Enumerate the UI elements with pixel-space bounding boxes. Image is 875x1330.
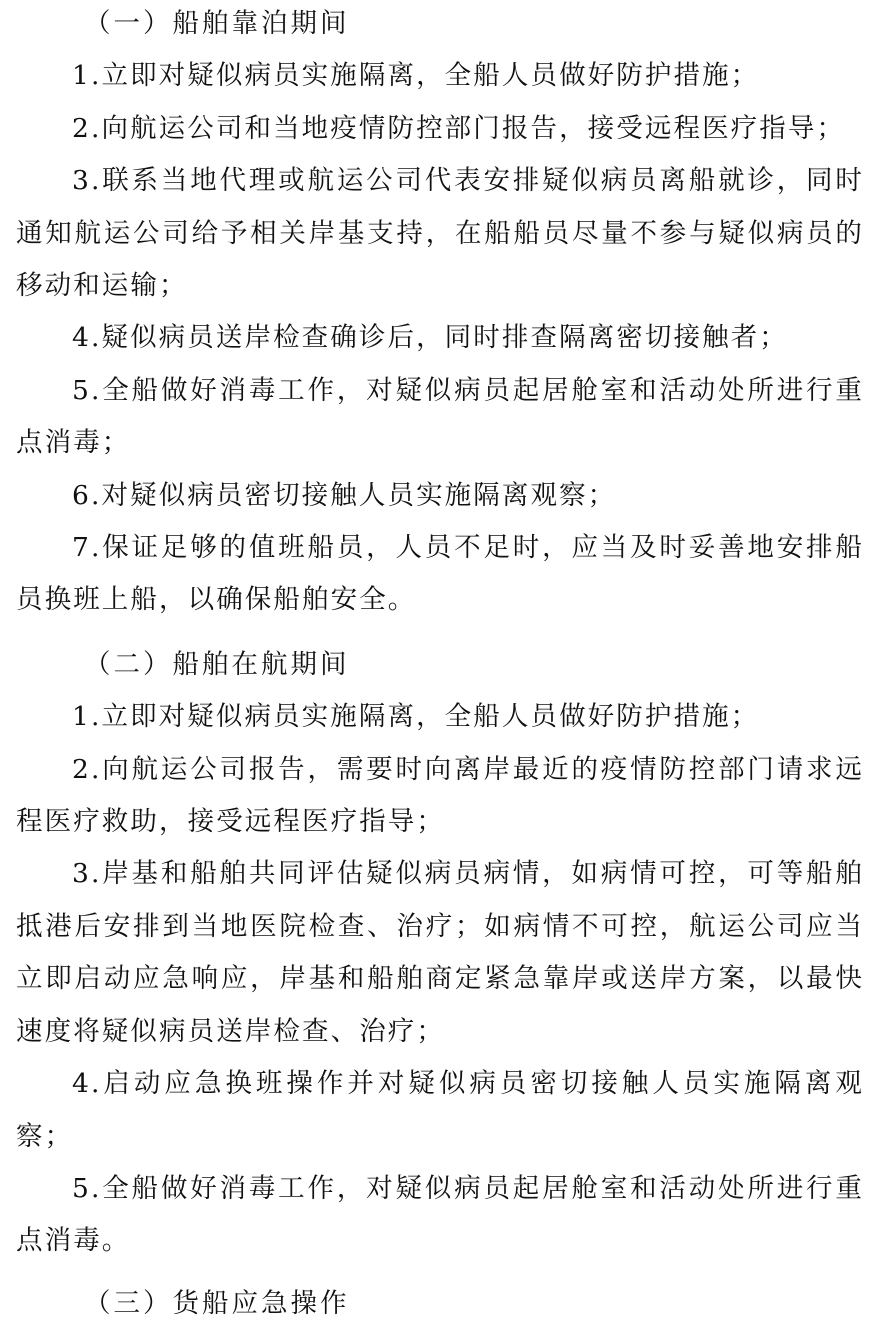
section-heading: （三）货船应急操作 [84, 1287, 350, 1319]
list-item: 1.立即对疑似病员实施隔离，全船人员做好防护措施； [72, 60, 760, 92]
list-item: 5.全船做好消毒工作，对疑似病员起居舱室和活动处所进行重点消毒。 [16, 1172, 864, 1257]
list-item: 1.立即对疑似病员实施隔离，全船人员做好防护措施； [72, 701, 760, 733]
list-item: 4.疑似病员送岸检查确诊后，同时排查隔离密切接触者； [72, 322, 788, 354]
list-item: 2.向航运公司和当地疫情防控部门报告，接受远程医疗指导； [72, 112, 846, 144]
list-item: 2.向航运公司报告，需要时向离岸最近的疫情防控部门请求远程医疗救助，接受远程医疗指导； [16, 753, 864, 838]
section-cargo-ship [16, 1278, 864, 1330]
section-heading: （二）船舶在航期间 [84, 648, 350, 680]
list-item: 6.对疑似病员密切接触人员实施隔离观察； [72, 479, 617, 511]
section-underway [16, 639, 864, 1268]
list-item: 7.保证足够的值班船员，人员不足时，应当及时妥善地安排船员换班上船，以确保船舶安全。 [16, 532, 864, 616]
list-item: 5.全船做好消毒工作，对疑似病员起居舱室和活动处所进行重点消毒； [16, 374, 864, 459]
section-heading: （一）船舶靠泊期间 [84, 8, 350, 39]
list-item: 3.联系当地代理或航运公司代表安排疑似病员离船就诊，同时通知航运公司给予相关岸基支持，在船船员尽量不参与疑似病员的移动和运输； [16, 165, 864, 302]
list-item: 4.启动应急换班操作并对疑似病员密切接触人员实施隔离观察； [16, 1068, 864, 1152]
document-page [16, 0, 864, 1330]
section-berthing [16, 0, 864, 627]
list-item: 3.岸基和船舶共同评估疑似病员病情，如病情可控，可等船舶抵港后安排到当地医院检查、治疗；如病情不可控，航运公司应当立即启动应急响应，岸基和船舶商定紧急靠岸或送岸方案，以最快速度将疑似病员送岸检查、治疗； [16, 858, 864, 1047]
